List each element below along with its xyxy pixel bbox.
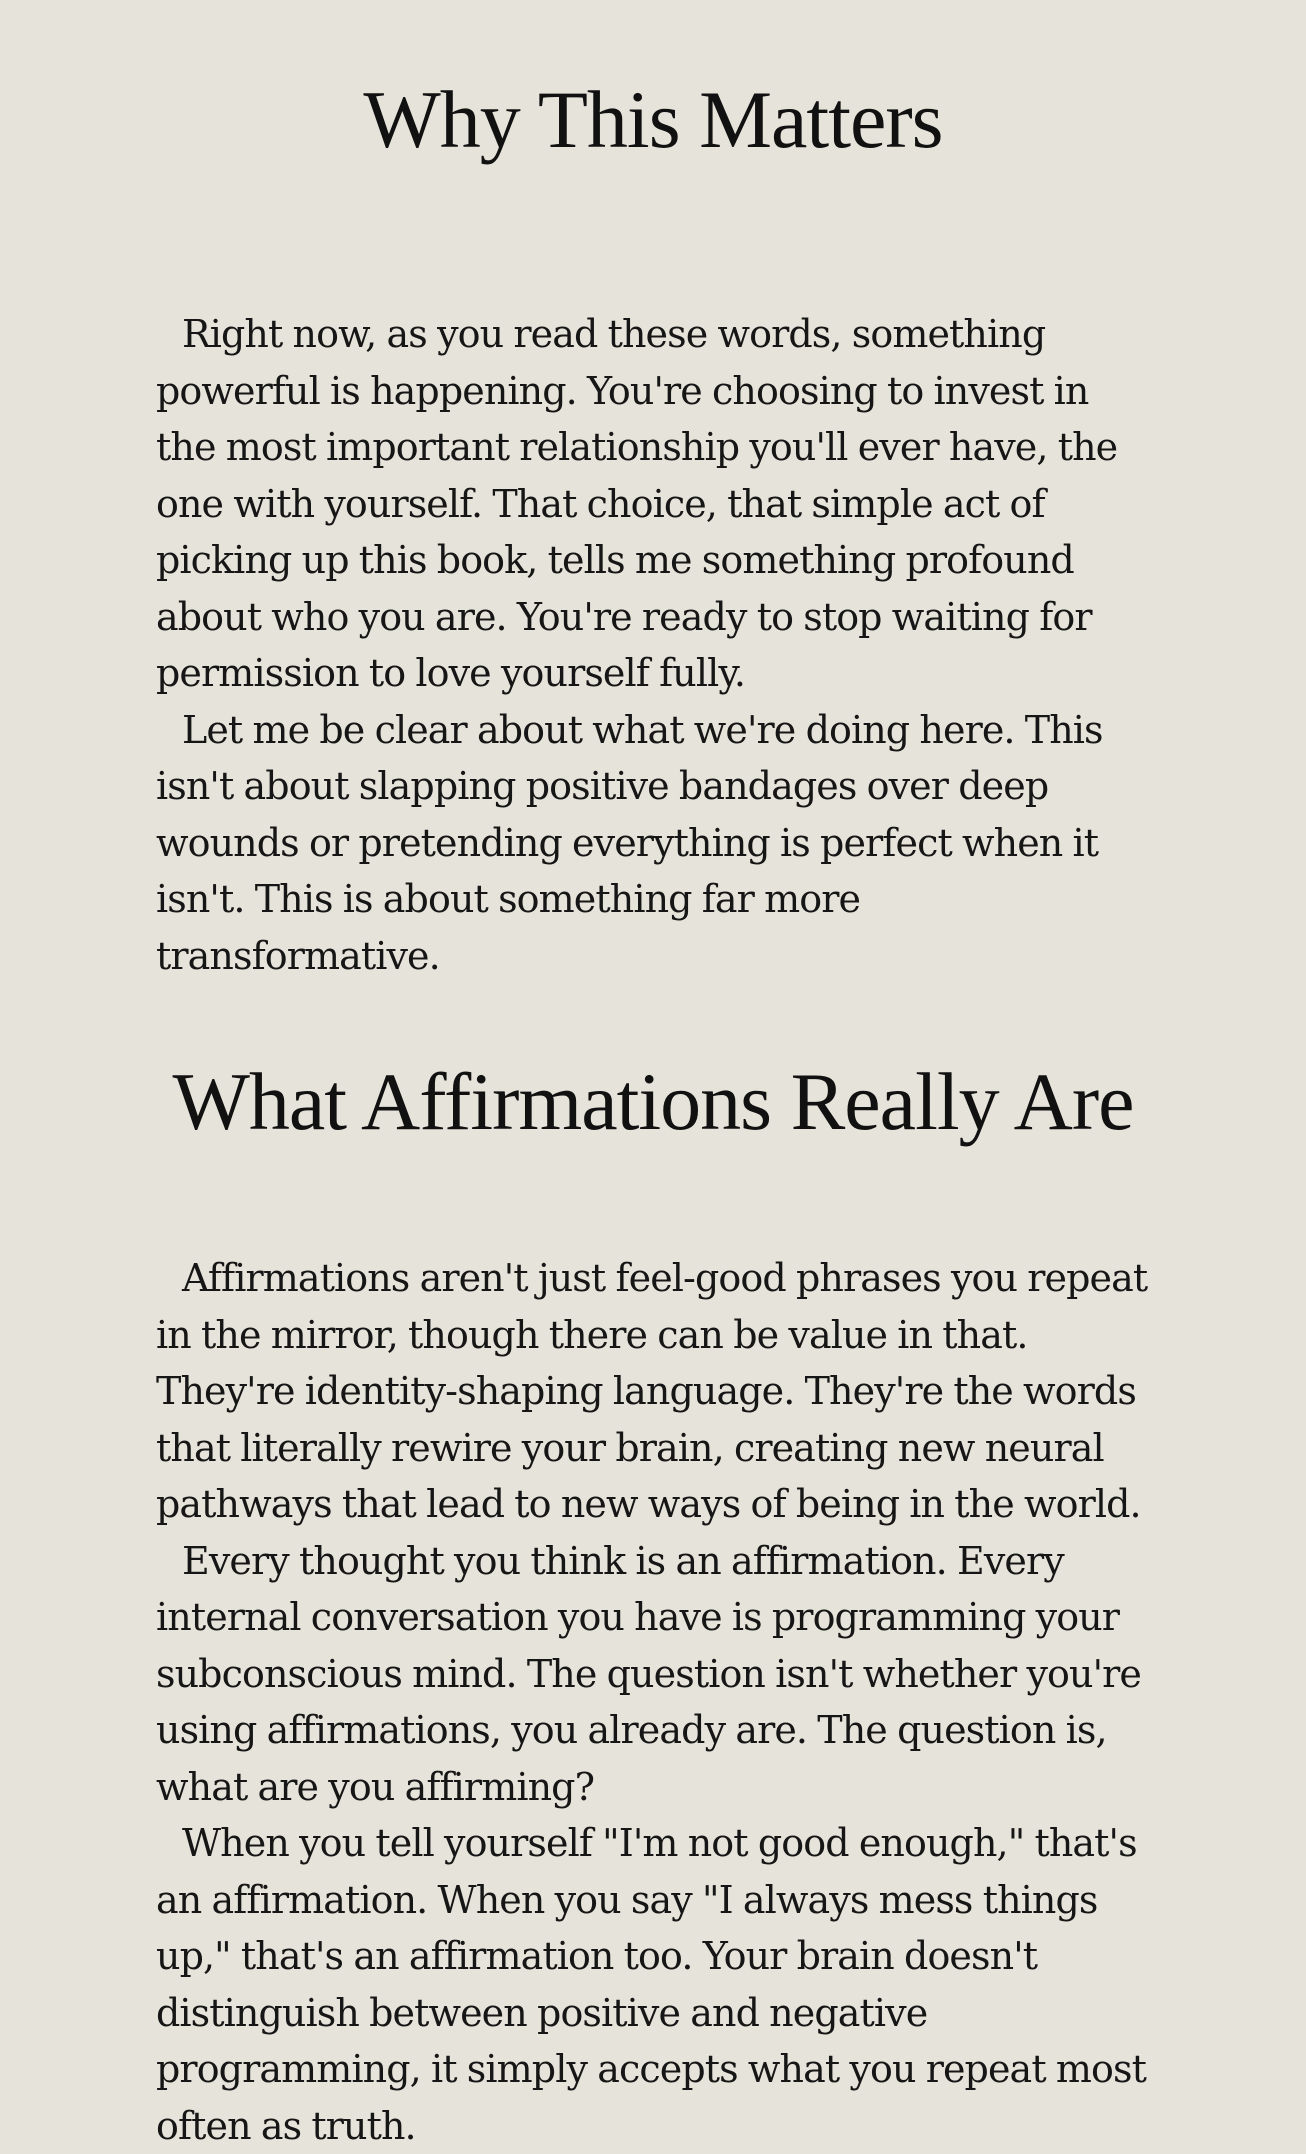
body-paragraph: Let me be clear about what we're doing here. This isn't about slapping positive bandages over deep wounds or pretending everything is perfect when it isn't. This is about something far more transformative.: [156, 707, 1103, 978]
body-paragraph: When you tell yourself "I'm not good enough," that's an affirmation. When you say "I always mess things up," that's an affirmation too. Your brain doesn't distinguish between positive and negative programming, it simply accepts what you repeat most often as truth.: [156, 1821, 1146, 2148]
body-paragraph: Right now, as you read these words, something powerful is happening. You're choosing to invest in the most important relationship you'll ever have, the one with yourself. That choice, that simple act of picking up this book, tells me something profound about who you are. You're ready to stop waiting for permission to love yourself fully.: [156, 312, 1118, 695]
section-what-affirmations-really-are: [156, 1052, 1150, 2154]
section-why-this-matters: [156, 70, 1150, 984]
section-heading: Why This Matters: [363, 74, 943, 165]
body-paragraph: Every thought you think is an affirmation. Every internal conversation you have is programming your subconscious mind. The question isn't whether you're using affirmations, you already are. The question is, what are you affirming?: [156, 1538, 1141, 1809]
section-heading: What Affirmations Really Are: [172, 1056, 1134, 1147]
body-paragraph: Affirmations aren't just feel-good phrases you repeat in the mirror, though there can be value in that. They're identity-shaping language. They're the words that literally rewire your brain, creating new neural pathways that lead to new ways of being in the world.: [156, 1256, 1148, 1526]
